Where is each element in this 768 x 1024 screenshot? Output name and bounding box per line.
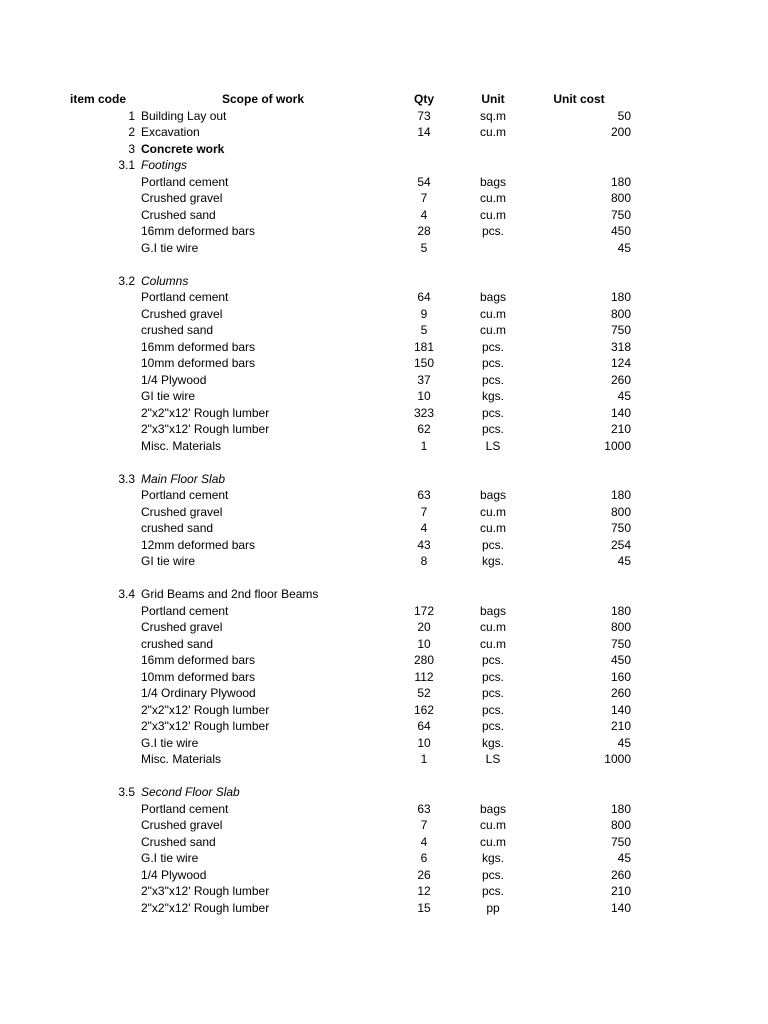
- table-row: [0, 108, 768, 125]
- unit-cell: pcs.: [481, 702, 504, 717]
- table-row: [0, 685, 768, 702]
- unit-cell: pcs.: [481, 537, 504, 552]
- item-code-cell: 1: [128, 108, 135, 123]
- unit-cell: kgs.: [481, 554, 504, 568]
- scope-cell: Main Floor Slab: [141, 471, 226, 486]
- qty-cell: 14: [417, 125, 431, 139]
- unit-cost-cell: 750: [610, 521, 631, 535]
- unit-cost-cell: 800: [610, 818, 631, 832]
- table-row: [0, 438, 768, 455]
- scope-cell: G.I tie wire: [141, 851, 199, 865]
- qty-cell: 64: [417, 290, 431, 304]
- unit-cost-cell: 45: [617, 554, 631, 568]
- unit-cost-cell: 180: [610, 801, 631, 816]
- table-row: [0, 273, 768, 290]
- qty-cell: 12: [417, 884, 431, 898]
- unit-cell: cu.m: [479, 306, 506, 321]
- scope-cell: 1/4 Ordinary Plywood: [141, 686, 256, 700]
- table-row: [0, 372, 768, 389]
- table-row: [0, 603, 768, 620]
- qty-cell: 52: [417, 686, 431, 700]
- unit-cost-cell: 750: [610, 207, 631, 222]
- scope-cell: Portland cement: [141, 801, 229, 816]
- qty-cell: 64: [417, 719, 431, 733]
- scope-cell: GI tie wire: [141, 554, 196, 568]
- qty-cell: 280: [413, 653, 435, 667]
- scope-cell: Crushed gravel: [141, 818, 223, 832]
- unit-cell: pcs.: [481, 867, 504, 882]
- unit-cell: sq.m: [479, 108, 506, 123]
- unit-cell: LS: [485, 752, 501, 766]
- table-row: [0, 669, 768, 686]
- unit-cost-cell: 124: [610, 356, 631, 370]
- unit-cost-cell: 200: [610, 125, 631, 139]
- qty-cell: 181: [413, 339, 435, 354]
- unit-cost-cell: 260: [610, 372, 631, 387]
- table-row: [0, 487, 768, 504]
- unit-cost-cell: 180: [610, 603, 631, 618]
- item-code-cell: 3.1: [118, 158, 135, 172]
- unit-cell: bags: [479, 801, 507, 816]
- scope-cell: 12mm deformed bars: [141, 537, 256, 552]
- scope-cell: 2"x2"x12' Rough lumber: [141, 405, 270, 420]
- table-row: [0, 388, 768, 405]
- table-row: [0, 471, 768, 488]
- unit-cost-cell: 45: [617, 240, 631, 255]
- unit-cell: cu.m: [479, 191, 506, 205]
- scope-cell: Portland cement: [141, 488, 229, 502]
- table-row: [0, 157, 768, 174]
- qty-cell: 112: [414, 669, 434, 684]
- table-row: [0, 537, 768, 554]
- unit-cost-cell: 180: [610, 174, 631, 189]
- scope-cell: Columns: [141, 273, 189, 288]
- table-body: [0, 108, 768, 917]
- qty-cell: 1: [420, 438, 428, 453]
- table-row: [0, 405, 768, 422]
- unit-cost-cell: 160: [610, 669, 631, 684]
- scope-cell: 1/4 Plywood: [141, 867, 207, 882]
- qty-cell: 26: [417, 867, 431, 882]
- unit-cost-cell: 180: [610, 488, 631, 502]
- scope-cell: GI tie wire: [141, 389, 196, 403]
- unit-cost-cell: 1000: [604, 438, 631, 453]
- qty-cell: 7: [420, 504, 428, 519]
- qty-cell: 28: [417, 224, 431, 238]
- qty-cell: 9: [420, 306, 428, 321]
- unit-cost-cell: 260: [610, 686, 631, 700]
- spacer-row: [0, 256, 768, 273]
- unit-cell: pcs.: [481, 719, 504, 733]
- unit-cost-cell: 50: [617, 108, 631, 123]
- item-code-cell: 3.2: [118, 273, 135, 288]
- scope-cell: Crushed sand: [141, 207, 216, 222]
- unit-cost-cell: 750: [610, 834, 631, 849]
- qty-cell: 162: [413, 702, 435, 717]
- scope-cell: 2"x3"x12' Rough lumber: [141, 884, 270, 898]
- unit-cost-cell: 140: [610, 405, 631, 420]
- unit-cost-cell: 180: [610, 290, 631, 304]
- scope-cell: 10mm deformed bars: [141, 356, 256, 370]
- table-row: [0, 834, 768, 851]
- item-code-cell: 3.4: [118, 587, 135, 601]
- unit-cost-cell: 750: [610, 323, 631, 337]
- scope-cell: 2"x2"x12' Rough lumber: [141, 702, 270, 717]
- scope-cell: Portland cement: [141, 290, 229, 304]
- unit-cost-cell: 800: [610, 504, 631, 519]
- unit-cost-cell: 1000: [604, 752, 631, 766]
- unit-cell: pcs.: [481, 372, 504, 387]
- unit-cell: cu.m: [479, 207, 506, 222]
- unit-cell: kgs.: [481, 735, 504, 750]
- table-row: [0, 289, 768, 306]
- table-row: [0, 801, 768, 818]
- qty-cell: 63: [417, 801, 431, 816]
- table-row: [0, 520, 768, 537]
- qty-cell: 172: [413, 603, 435, 618]
- unit-cost-cell: 800: [610, 191, 631, 205]
- header-row: [0, 91, 768, 108]
- unit-cost-cell: 210: [610, 422, 631, 436]
- table-row: [0, 322, 768, 339]
- scope-cell: 2"x3"x12' Rough lumber: [141, 719, 270, 733]
- spacer-row: [0, 768, 768, 785]
- unit-cost-cell: 254: [610, 537, 631, 552]
- scope-cell: crushed sand: [141, 323, 214, 337]
- scope-cell: Portland cement: [141, 603, 229, 618]
- table-row: [0, 850, 768, 867]
- scope-cell: Second Floor Slab: [141, 785, 240, 799]
- scope-cell: Crushed sand: [141, 834, 216, 849]
- unit-cost-cell: 210: [610, 884, 631, 898]
- unit-cell: LS: [485, 438, 501, 453]
- qty-cell: 4: [420, 834, 428, 849]
- unit-cell: cu.m: [479, 636, 506, 651]
- qty-cell: 7: [420, 818, 428, 832]
- table-row: [0, 702, 768, 719]
- scope-cell: Portland cement: [141, 174, 229, 189]
- unit-cell: cu.m: [479, 125, 506, 139]
- scope-cell: Building Lay out: [141, 108, 227, 123]
- unit-cell: cu.m: [479, 504, 506, 519]
- table-row: [0, 817, 768, 834]
- table-row: [0, 619, 768, 636]
- unit-cell: pcs.: [481, 405, 504, 420]
- table-row: [0, 883, 768, 900]
- unit-cell: pcs.: [481, 356, 504, 370]
- scope-cell: Crushed gravel: [141, 191, 223, 205]
- table-row: [0, 553, 768, 570]
- unit-cell: pcs.: [481, 884, 504, 898]
- scope-cell: G.I tie wire: [141, 735, 199, 750]
- scope-cell: Grid Beams and 2nd floor Beams: [141, 587, 319, 601]
- table-row: [0, 735, 768, 752]
- scope-cell: Misc. Materials: [141, 438, 222, 453]
- header-qty: Qty: [413, 92, 434, 106]
- unit-cost-cell: 45: [617, 389, 631, 403]
- unit-cell: pcs.: [481, 653, 504, 667]
- table-row: [0, 207, 768, 224]
- unit-cell: cu.m: [479, 323, 506, 337]
- table-row: [0, 223, 768, 240]
- item-code-cell: 3.5: [118, 785, 135, 799]
- qty-cell: 4: [420, 207, 428, 222]
- unit-cell: cu.m: [479, 521, 506, 535]
- qty-cell: 6: [420, 851, 428, 865]
- scope-cell: crushed sand: [141, 636, 214, 651]
- qty-cell: 20: [417, 620, 431, 634]
- unit-cost-cell: 450: [610, 224, 631, 238]
- header-unit: Unit: [481, 92, 505, 106]
- unit-cell: pcs.: [481, 422, 504, 436]
- unit-cell: cu.m: [479, 620, 506, 634]
- qty-cell: 5: [420, 240, 428, 255]
- scope-cell: 16mm deformed bars: [141, 339, 256, 354]
- qty-cell: 43: [417, 537, 431, 552]
- qty-cell: 73: [417, 108, 431, 123]
- header-unit-cost: Unit cost: [553, 92, 605, 106]
- table-row: [0, 784, 768, 801]
- unit-cell: pcs.: [481, 669, 504, 684]
- qty-cell: 37: [417, 372, 431, 387]
- unit-cell: cu.m: [479, 818, 506, 832]
- table-row: [0, 339, 768, 356]
- unit-cost-cell: 800: [610, 620, 631, 634]
- unit-cost-cell: 450: [610, 653, 631, 667]
- header-item-code: item code: [70, 92, 127, 106]
- scope-cell: 1/4 Plywood: [141, 372, 207, 387]
- qty-cell: 54: [417, 174, 431, 189]
- unit-cost-cell: 45: [617, 735, 631, 750]
- header-scope: Scope of work: [221, 92, 304, 106]
- unit-cell: pcs.: [481, 339, 504, 354]
- table-row: [0, 636, 768, 653]
- unit-cost-cell: 210: [610, 719, 631, 733]
- scope-cell: Misc. Materials: [141, 752, 222, 766]
- scope-cell: 16mm deformed bars: [141, 224, 256, 238]
- table-row: [0, 900, 768, 917]
- scope-cell: G.I tie wire: [141, 240, 199, 255]
- table-row: [0, 751, 768, 768]
- unit-cell: bags: [479, 174, 507, 189]
- qty-cell: 10: [417, 389, 431, 403]
- unit-cell: cu.m: [479, 834, 506, 849]
- qty-cell: 8: [420, 554, 428, 568]
- table-row: [0, 240, 768, 257]
- unit-cell: pcs.: [481, 224, 504, 238]
- spacer-row: [0, 570, 768, 587]
- scope-cell: Crushed gravel: [141, 306, 223, 321]
- table-row: [0, 652, 768, 669]
- scope-cell: 16mm deformed bars: [141, 653, 256, 667]
- cost-estimate-sheet: [0, 91, 768, 916]
- table-row: [0, 306, 768, 323]
- qty-cell: 4: [420, 521, 428, 535]
- unit-cost-cell: 140: [610, 900, 631, 915]
- unit-cell: bags: [479, 290, 507, 304]
- unit-cost-cell: 318: [610, 339, 631, 354]
- item-code-cell: 2: [128, 125, 135, 139]
- item-code-cell: 3: [128, 141, 135, 156]
- qty-cell: 1: [420, 752, 428, 766]
- scope-cell: 10mm deformed bars: [141, 669, 256, 684]
- table-row: [0, 718, 768, 735]
- spacer-row: [0, 454, 768, 471]
- scope-cell: Concrete work: [141, 141, 225, 156]
- scope-cell: 2"x2"x12' Rough lumber: [141, 900, 270, 915]
- scope-cell: Crushed gravel: [141, 504, 223, 519]
- qty-cell: 150: [413, 356, 435, 370]
- unit-cost-cell: 45: [617, 851, 631, 865]
- table-row: [0, 124, 768, 141]
- unit-cell: bags: [479, 603, 507, 618]
- unit-cell: kgs.: [481, 389, 504, 403]
- qty-cell: 323: [413, 405, 435, 420]
- unit-cell: pcs.: [481, 686, 504, 700]
- table-row: [0, 504, 768, 521]
- scope-cell: Crushed gravel: [141, 620, 223, 634]
- qty-cell: 5: [420, 323, 428, 337]
- unit-cell: kgs.: [481, 851, 504, 865]
- unit-cell: bags: [479, 488, 507, 502]
- unit-cost-cell: 140: [610, 702, 631, 717]
- table-row: [0, 586, 768, 603]
- table-row: [0, 190, 768, 207]
- table-row: [0, 355, 768, 372]
- scope-cell: 2"x3"x12' Rough lumber: [141, 422, 270, 436]
- scope-cell: crushed sand: [141, 521, 214, 535]
- qty-cell: 10: [417, 636, 431, 651]
- qty-cell: 7: [420, 191, 428, 205]
- table-row: [0, 174, 768, 191]
- qty-cell: 10: [417, 735, 431, 750]
- scope-cell: Excavation: [141, 125, 200, 139]
- qty-cell: 63: [417, 488, 431, 502]
- table-row: [0, 141, 768, 158]
- unit-cost-cell: 800: [610, 306, 631, 321]
- unit-cost-cell: 750: [610, 636, 631, 651]
- scope-cell: Footings: [141, 158, 188, 172]
- table-row: [0, 867, 768, 884]
- unit-cost-cell: 260: [610, 867, 631, 882]
- item-code-cell: 3.3: [118, 471, 135, 486]
- table-row: [0, 421, 768, 438]
- qty-cell: 62: [417, 422, 431, 436]
- qty-cell: 15: [417, 900, 431, 915]
- unit-cell: pp: [486, 900, 500, 915]
